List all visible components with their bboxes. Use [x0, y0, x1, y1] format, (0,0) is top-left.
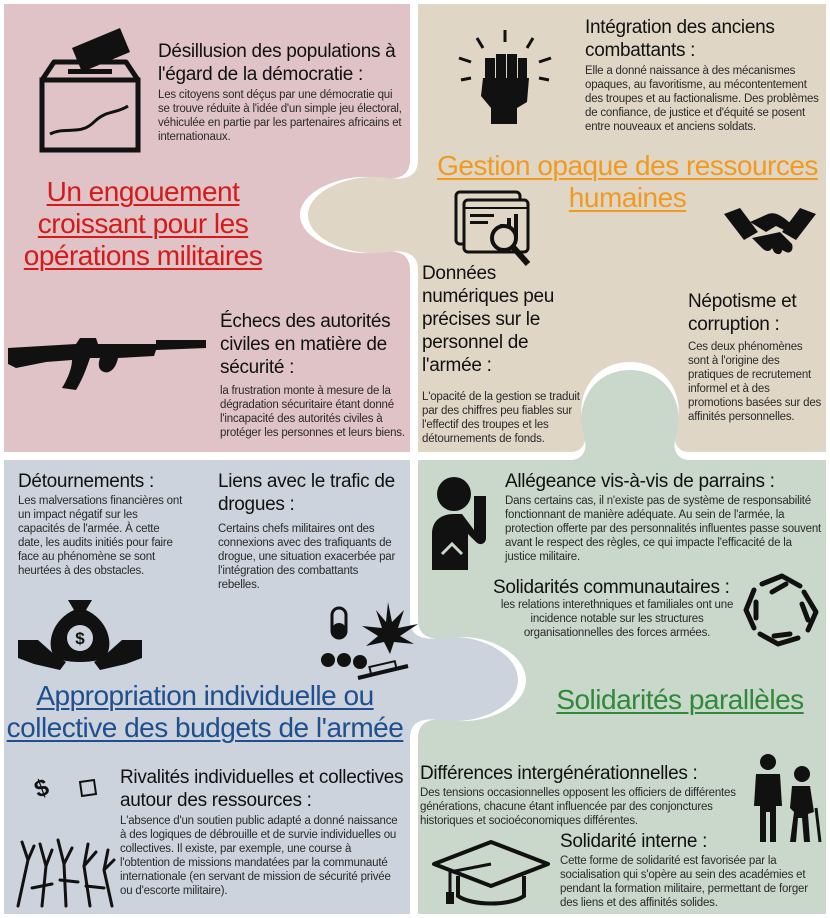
q1-item1-text: Les citoyens sont déçus par une démocratie qui se trouve réduite à l'idée d'un simple jeu électoral, véhiculée en partie par les partenaires africains et internationaux. [158, 89, 402, 143]
q2-item1-heading: Intégration des anciens combattants : [585, 17, 775, 61]
q3-item2-text: Certains chefs militaires ont des connexions avec des trafiquants de drogue, une situation exacerbée par l'intégration des combattants rebelles. [218, 523, 396, 591]
q3-item2-heading: Liens avec le trafic de drogues : [218, 471, 395, 515]
q3-item3-heading: Rivalités individuelles et collectives autour des ressources : [120, 767, 404, 811]
q3-title: Appropriation individuelle ou collective des budgets de l'armée [6, 680, 404, 743]
q1-title: Un engouement croissant pour les opérations militaires [23, 176, 263, 271]
q4-item3-text: Des tensions occasionnelles opposent les officiers de différentes générations, chacune étant influencée par des conjonctures historiques et socioéconomiques différentes. [420, 787, 736, 827]
q1-item2-text: la frustration monte à mesure de la dégradation sécuritaire étant donné l'incapacité des autorités civiles à protéger les personnes et leurs biens. [220, 385, 405, 439]
graduation-cap-icon [432, 838, 550, 908]
svg-text:$: $ [75, 629, 85, 648]
svg-text:$: $ [30, 773, 53, 804]
data-analysis-icon [452, 190, 536, 270]
money-bag-icon [16, 594, 144, 674]
ballot-box-icon [32, 14, 144, 154]
q3-item1-text: Les malversations financières ont un impact négatif sur les capacités de l'armée. À cette date, les audits initiés pour faire face au phénomène se sont heurtées à des obstacles. [18, 495, 183, 577]
q4-title: Solidarités parallèles [556, 684, 804, 715]
q2-item2-heading: Données numériques peu précises sur le personnel de l'armée : [422, 263, 555, 376]
q4-item4-text: Cette forme de solidarité est favorisée par la socialisation qui s'opère au sein des académies et pendant la formation militaire, permettant de forger des liens et des affinités solides. [560, 855, 808, 909]
rifle-icon [6, 334, 210, 396]
q2-item2-text: L'opacité de la gestion se traduit par des chiffres peu fiables sur l'effectif des troupes et les détournements de fonds. [422, 391, 580, 445]
q2-item1-text: Elle a donné naissance à des mécanismes opaques, au favoritisme, au mécontentement des troupes et au factionalisme. Des problèmes de confiance, de justice et d'équité se posent entre nouveaux et anciens soldats. [585, 65, 819, 133]
handshake-icon [722, 204, 818, 260]
generations-icon [750, 752, 826, 844]
q4-item2-text: les relations interethniques et familiales ont une incidence notable sur les structures organisationnelles des forces armées. [500, 599, 734, 639]
linked-hands-icon [742, 572, 822, 648]
q3-item3-text: L'absence d'un soutien public adapté a donné naissance à des logiques de débrouille et de survie individuelles ou collectives. Il existe, par exemple, une course à l'obtention de missions mandatées par la communauté internationale (en servant de mission de sécurité privée ou d'escorte militaire). [120, 815, 398, 897]
q4-item1-heading: Allégeance vis-à-vis de parrains : [505, 471, 775, 492]
q4-item2-heading: Solidarités communautaires : [493, 577, 730, 598]
reaching-hands-icon [8, 770, 118, 910]
q3-item1-heading: Détournements : [18, 471, 154, 492]
q2-item3-text: Ces deux phénomènes sont à l'origine des pratiques de recrutement informel et à des promotions basées sur des affinités personnelles. [688, 341, 822, 423]
q1-item1-heading: Désillusion des populations à l'égard de la démocratie : [158, 41, 396, 85]
drugs-icon [318, 600, 422, 684]
raised-fist-icon [455, 28, 555, 126]
q4-item1-text: Dans certains cas, il n'existe pas de système de responsabilité fonctionnant de manière adéquate. Au sein de l'armée, la protection offerte par des personnalités influentes passe souvent avant le respect des règles, ce qui impacte l'efficacité de la justice militaire. [505, 495, 822, 563]
q1-item2-heading: Échecs des autorités civiles en matière de sécurité : [220, 311, 391, 378]
q4-item4-heading: Solidarité interne : [560, 831, 708, 852]
q2-title: Gestion opaque des ressources humaines [437, 150, 818, 213]
q2-item3-heading: Népotisme et corruption : [688, 291, 797, 335]
q4-item3-heading: Différences intergénérationnelles : [420, 763, 698, 784]
person-raising-hand-icon [428, 474, 498, 572]
